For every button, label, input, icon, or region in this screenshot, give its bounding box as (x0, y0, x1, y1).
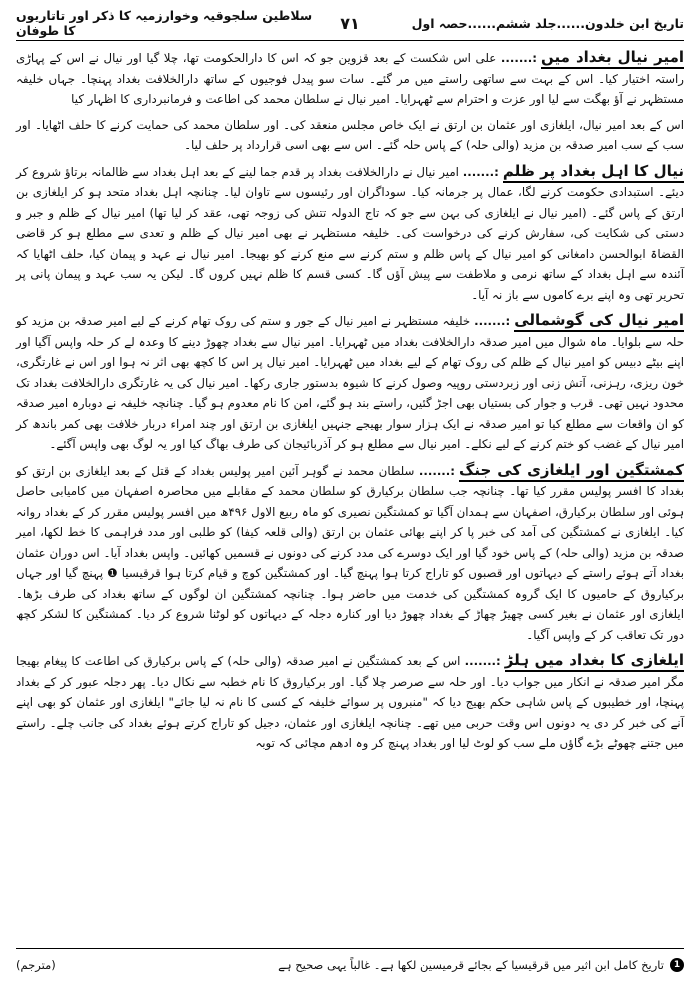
running-title-left: سلاطین سلجوقیہ وخوارزمیہ کا ذکر اور تاتاریوں کا طوفان (16, 8, 313, 38)
footnote-text: تاریخ کامل ابن اثیر میں قرقیسیا کے بجائے قرمیسین لکھا ہے۔ غالباً یہی صحیح ہے (278, 958, 664, 972)
paragraph: امیر نیال بغداد میں:....... علی اس شکست کے بعد قزوین جو کہ اس کا دارالحکومت تھا، چلا گیا اور نیال نے اس کے پہاڑی راستہ اختیار کیا۔ اس کے بہت سے ساتھی راستے میں مر گئے۔ سات سو پیدل فوجیوں کے ساتھ دارالخلافت بغداد پہنچا۔ جہاں خلیفہ مستظہر نے آؤ بھگت سے لیا اور عزت و احترام سے ٹھہرایا۔ امیر نیال نے سلطان محمد کی اطاعت و فرمانبرداری کا اظہار کیا (16, 48, 685, 106)
section-heading: امیر نیال بغداد میں (541, 48, 684, 69)
paragraph-text: علی اس شکست کے بعد قزوین جو کہ اس کا دارالحکومت تھا، چلا گیا اور نیال نے اس کے پہاڑی راستہ اختیار کیا۔ اس کے بہت سے ساتھی راستے میں مر گئے۔ سات سو پیدل فوجیوں کے ساتھ دارالخلافت بغداد پہنچا۔ جہاں خلیفہ مستظہر نے آؤ بھگت سے لیا اور عزت و احترام سے ٹھہرایا۔ امیر نیال نے سلطان محمد کی اطاعت و فرمانبرداری کا اظہار کیا (16, 51, 684, 106)
section-heading: امیر نیال کی گوشمالی (514, 311, 684, 332)
paragraph-text: خلیفہ مستظہر نے امیر نیال کے جور و ستم کی روک تھام کرنے کے لیے امیر صدقہ بن مزید کو حلہ سے بلوایا۔ ماہ شوال میں امیر صدقہ دارالخلافت بغداد میں ٹھہرایا۔ امیر نیال سے بغداد چھوڑ دینے کا وعدہ لے کر حلہ واپس آگیا اور اپنے بیٹے دبیس کو امیر نیال کے ظلم کی روک تھام کے لیے بغداد میں ٹھہرایا۔ امیر نیال پر اس کا کچھ بھی اثر نہ ہوا اور اس نے غارتگری، خون ریزی، رہزنی، آتش زنی اور زبردستی روپیہ وصول کرنے کا شیوہ بدستور جاری رکھا۔ امیر نیال کی یہ غارتگری دارالخلافت بغداد تک محدود نہیں تھی۔ قرب و جوار کی بستیاں بھی اجڑ گئیں، راستے بند ہو گئے، امن کا نام معدوم ہو گیا۔ چنانچہ خلیفہ نے دوبارہ امیر صدقہ کو ان واقعات سے مطلع کیا تو امیر صدقہ نے ایک ہزار سوار بھیجے جنہیں ایلغازی بن ارتق اور چند امراء دربار خلافت بھی کمر باندھ کر امیر نیال کے غضب کو ختم کرنے کے لیے نکلے۔ امیر نیال سے مطلع ہو کر آذربائیجان کی طرف بھاگ کیا اور یہ لوگ بھی واپس آگئے۔ (16, 314, 684, 451)
page-header (16, 8, 684, 38)
paragraph (16, 115, 684, 156)
paragraph: نیال کا اہل بغداد پر ظلم:....... امیر نیال نے دارالخلافت بغداد پر قدم جما لینے کے بعد اہل بغداد سے ظالمانہ برتاؤ شروع کر دیئے۔ استبدادی حکومت کرنے لگا، عمال پر جرمانہ کیا۔ سوداگران اور رئیسوں سے تاوان لیا۔ چنانچہ اہل بغداد متحد ہو کر ایلغازی بن ارتق کے پاس گئے۔ (امیر نیال نے ایلغازی کی بہن سے جو کہ تاج الدولہ تتش کی زوجہ تھی، عقد کر لیا تھا) امیر نیال کے ظلم و جبر و دستی کی شکایت کی، سفارش کرنے کی درخواست کی۔ خلیفہ مستظہر نے بھی امیر نیال کے ظلم و تعدی سے مطلع ہو کر قاضی القضاۃ ابوالحسن دامغانی کو امیر نیال کے پاس ظلم و ستم کرنے سے منع کرنے کو بھیجا۔ امیر نیال نے عہد و پیمان کیا، حلف اٹھایا کہ آئندہ سے اہل بغداد کے ساتھ نرمی و ملاطفت سے پیش آؤں گا۔ کسی قسم کا ظلم نہیں کروں گا۔ لیکن یہ سب عہد و پیمان پانی پر تحریر تھی وہ اپنے برے کاموں سے باز نہ آیا۔ (16, 161, 684, 302)
section-heading: ایلغازی کا بغداد میں ہلڑ (505, 651, 684, 672)
footnote-marker: 1 (670, 958, 684, 972)
footnote-divider (16, 948, 684, 949)
paragraph-text: امیر نیال نے دارالخلافت بغداد پر قدم جما لینے کے بعد اہل بغداد سے ظالمانہ برتاؤ شروع کر دیئے۔ استبدادی حکومت کرنے لگا، عمال پر جرمانہ کیا۔ سوداگران اور رئیسوں سے تاوان لیا۔ چنانچہ اہل بغداد متحد ہو کر ایلغازی بن ارتق کے پاس گئے۔ (امیر نیال نے ایلغازی کی بہن سے جو کہ تاج الدولہ تتش کی زوجہ تھی، عقد کر لیا تھا) امیر نیال کے ظلم و جبر و دستی کی شکایت کی، سفارش کرنے کی درخواست کی۔ خلیفہ مستظہر نے بھی امیر نیال کے ظلم و تعدی سے مطلع ہو کر قاضی القضاۃ ابوالحسن دامغانی کو امیر نیال کے پاس ظلم و ستم کرنے سے منع کرنے کو بھیجا۔ امیر نیال نے عہد و پیمان کیا، حلف اٹھایا کہ آئندہ سے اہل بغداد کے ساتھ نرمی و ملاطفت سے پیش آؤں گا۔ کسی قسم کا ظلم نہیں کروں گا۔ لیکن یہ سب عہد و پیمان پانی پر تحریر تھی وہ اپنے برے کاموں سے باز نہ آیا۔ (16, 164, 684, 302)
header-divider (16, 40, 684, 41)
section-heading: نیال کا اہل بغداد پر ظلم (503, 162, 684, 183)
running-title-right: تاریخ ابن خلدون......جلد ششم......حصہ اول (411, 15, 684, 31)
footnote (16, 956, 684, 974)
page-number: ۷۱ (340, 13, 360, 33)
paragraph-text: اس کے بعد کمشتگین نے امیر صدقہ (والی حلہ) کے پاس برکیارق کی اطاعت کا پیغام بھیجا مگر امیر صدقہ نے انکار میں جواب دیا۔ اور حلہ سے صرصر چلا گیا۔ اور برکیاروق کا نام خطبہ سے نکال دیا۔ پھر دجلہ عبور کر کے بغداد پہنچا، اور خطیبوں کے پاس شاہی حکم بھیج دیا کہ "منبروں پر سوائے خلیفہ کے کسی کا نام نہ لیا جائے" ایلغازی اور عثمان کو بھی اپنے آنے کی خبر کر دی یہ دونوں اس وقت حربی میں تھے۔ چنانچہ ایلغازی اور عثمان، دجیل کو تاراج کرتے ہوئے بغداد کی جانب چلے۔ راستے میں جتنے چھوٹے بڑے گاؤں ملے سب کو لوٹ لیا اور بغداد پہنچ کر وہ ادھم مچائی کہ توبہ (16, 654, 684, 750)
paragraph: امیر نیال کی گوشمالی:....... خلیفہ مستظہر نے امیر نیال کے جور و ستم کی روک تھام کرنے کے لیے امیر صدقہ بن مزید کو حلہ سے بلوایا۔ ماہ شوال میں امیر صدقہ دارالخلافت بغداد میں ٹھہرایا۔ امیر نیال سے بغداد چھوڑ دینے کا وعدہ لے کر حلہ واپس آگیا اور اپنے بیٹے دبیس کو امیر نیال کے ظلم کی روک تھام کے لیے بغداد میں ٹھہرایا۔ امیر نیال پر اس کا کچھ بھی اثر نہ ہوا اور اس نے غارتگری، خون ریزی، رہزنی، آتش زنی اور زبردستی روپیہ وصول کرنے کا شیوہ بدستور جاری رکھا۔ امیر نیال کی یہ غارتگری دارالخلافت بغداد تک محدود نہیں تھی۔ قرب و جوار کی بستیاں بھی اجڑ گئیں، راستے بند ہو گئے، امن کا نام معدوم ہو گیا۔ چنانچہ خلیفہ نے دوبارہ امیر صدقہ کو ان واقعات سے مطلع کیا تو امیر صدقہ نے ایک ہزار سوار بھیجے جنہیں ایلغازی بن ارتق اور چند امراء دربار خلافت بھی کمر باندھ کر امیر نیال کے غضب کو ختم کرنے کے لیے نکلے۔ امیر نیال سے مطلع ہو کر آذربائیجان کی طرف بھاگ کیا اور یہ لوگ بھی واپس آگئے۔ (16, 311, 685, 451)
paragraph: کمشتگین اور ایلغازی کی جنگ:....... سلطان محمد نے گوہر آئین امیر پولیس بغداد کے قتل کے بعد ایلغازی بن ارتق کو بغداد کا افسر پولیس مقرر کیا تھا۔ چنانچہ جب سلطان برکیارق کو سلطان محمد کے مقابلے میں محاصرہ اصفہان میں کامیابی حاصل ہوئی اور سلطان برکیارق، اصفہان سے ہمدان آگیا تو کمشتگین نصیری کو ماہ ربیع الاول ۴۹۶ھ میں افسر پولیس مقرر کر کے بغداد روانہ کیا۔ ایلغازی نے کمشتگین کی آمد کی خبر پا کر اپنے بھائی عثمان بن ارتق (والی قلعہ کیفا) کو طلبی اور مدد فراہمی کا خط لکھا، امیر صدقہ بن مزید (والی حلہ) کے پاس خود گیا اور ایک دوسرے کی مدد کرنے کی دونوں نے قسمیں کھائیں۔ واپس بغداد آیا۔ اس دوران عثمان بغداد آتے ہوئے راستے کے دیہاتوں اور قصبوں کو تاراج کرتا ہوا پہنچ گیا۔ اور کمشتگین کوچ و قیام کرتا ہوا قرقیسیا ❶ پہنچ گیا اور جہاں برکیاروق کے حامیوں کا ایک گروہ کمشتگین کی خدمت میں حاضر ہوا۔ چنانچہ کمشتگین ان لوگوں کے ساتھ بغداد کی طرف بڑھا۔ ایلغازی اور عثمان نے بغیر کسی چھیڑ چھاڑ کے بغداد چھوڑ دیا اور کنارہ دجلہ کے دیہاتوں کو لوٹنا شروع کر دیا۔ کمشتگین کا لشکر کچھ دور تک تعاقب کر کے واپس آگیا۔ (16, 460, 684, 642)
footnote-translator-note: (مترجم) (16, 958, 56, 972)
paragraph: ایلغازی کا بغداد میں ہلڑ:....... اس کے بعد کمشتگین نے امیر صدقہ (والی حلہ) کے پاس برکیارق کی اطاعت کا پیغام بھیجا مگر امیر صدقہ نے انکار میں جواب دیا۔ اور حلہ سے صرصر چلا گیا۔ اور برکیاروق کا نام خطبہ سے نکال دیا۔ پھر دجلہ عبور کر کے بغداد پہنچا، اور خطیبوں کے پاس شاہی حکم بھیج دیا کہ "منبروں پر سوائے خلیفہ کے کسی کا نام نہ لیا جائے" ایلغازی اور عثمان کو بھی اپنے آنے کی خبر کر دی یہ دونوں اس وقت حربی میں تھے۔ چنانچہ ایلغازی اور عثمان، دجیل کو تاراج کرتے ہوئے بغداد کی جانب چلے۔ راستے میں جتنے چھوٹے بڑے گاؤں ملے سب کو لوٹ لیا اور بغداد پہنچ کر وہ ادھم مچائی کہ توبہ (16, 651, 684, 750)
section-heading: کمشتگین اور ایلغازی کی جنگ (459, 461, 684, 482)
paragraph-text: اس کے بعد امیر نیال، ایلغازی اور عثمان بن ارتق نے ایک خاص مجلس منعقد کی۔ اور سلطان محمد کی حمایت کرنے کا حلف اٹھایا۔ اور سب کے سب امیر صدقہ بن مزید (والی حلہ) کے پاس حلہ گئے۔ اس سے بھی اسی قرارداد پر حلف لیا۔ (16, 117, 684, 152)
paragraph-text: سلطان محمد نے گوہر آئین امیر پولیس بغداد کے قتل کے بعد ایلغازی بن ارتق کو بغداد کا افسر پولیس مقرر کیا تھا۔ چنانچہ جب سلطان برکیارق کو سلطان محمد کے مقابلے میں محاصرہ اصفہان میں کامیابی حاصل ہوئی اور سلطان برکیارق، اصفہان سے ہمدان آگیا تو کمشتگین نصیری کو ماہ ربیع الاول ۴۹۶ھ میں افسر پولیس مقرر کر کے بغداد روانہ کیا۔ ایلغازی نے کمشتگین کی آمد کی خبر پا کر اپنے بھائی عثمان بن ارتق (والی قلعہ کیفا) کو طلبی اور مدد فراہمی کا خط لکھا، امیر صدقہ بن مزید (والی حلہ) کے پاس خود گیا اور ایک دوسرے کی مدد کرنے کی دونوں نے قسمیں کھائیں۔ واپس بغداد آیا۔ اس دوران عثمان بغداد آتے ہوئے راستے کے دیہاتوں اور قصبوں کو تاراج کرتا ہوا پہنچ گیا۔ اور کمشتگین کوچ و قیام کرتا ہوا قرقیسیا ❶ پہنچ گیا اور جہاں برکیاروق کے حامیوں کا ایک گروہ کمشتگین کی خدمت میں حاضر ہوا۔ چنانچہ کمشتگین ان لوگوں کے ساتھ بغداد کی طرف بڑھا۔ ایلغازی اور عثمان نے بغیر کسی چھیڑ چھاڑ کے بغداد چھوڑ دیا اور کنارہ دجلہ کے دیہاتوں کو لوٹنا شروع کر دیا۔ کمشتگین کا لشکر کچھ دور تک تعاقب کر کے واپس آگیا۔ (16, 463, 684, 642)
